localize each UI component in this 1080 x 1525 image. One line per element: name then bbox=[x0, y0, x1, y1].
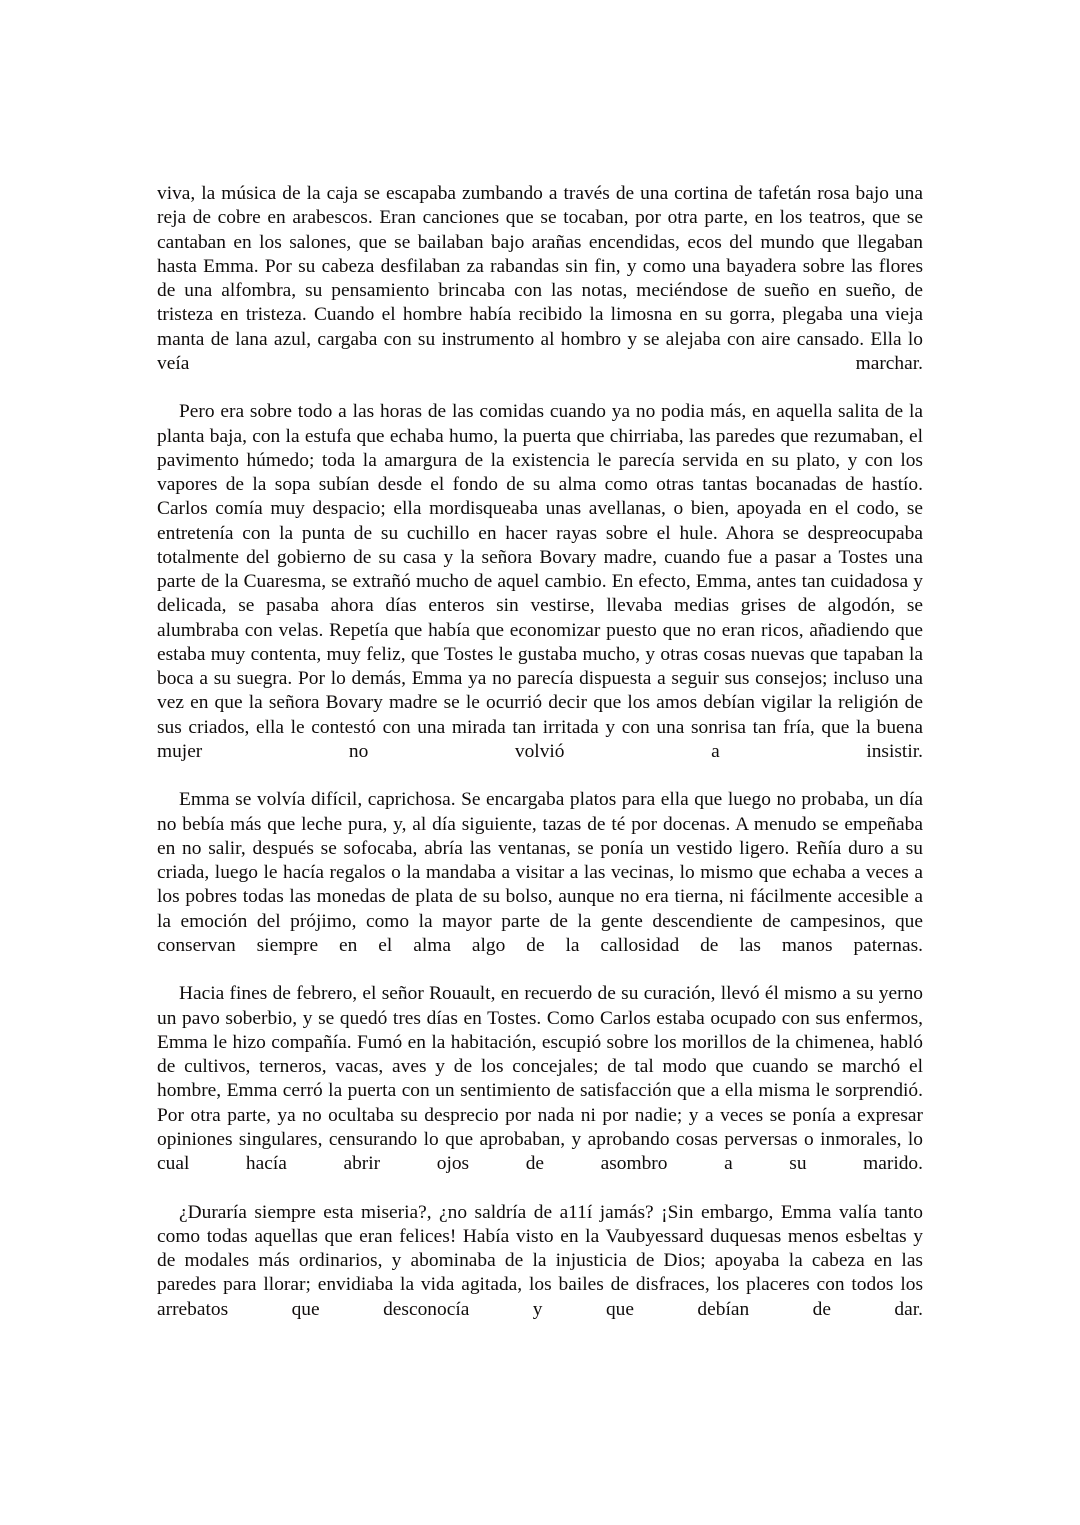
body-paragraph: Emma se volvía difícil, caprichosa. Se encargaba platos para ella que luego no probaba, un día no bebía más que leche pura, y, al día siguiente, tazas de té por docenas. A menudo se empeñaba en no salir, después se sofocaba, abría las ventanas, se ponía un vestido ligero. Reñía duro a su criada, luego le hacía regalos o la mandaba a visitar a las vecinas, lo mismo que echaba a veces a los pobres todas las monedas de plata de su bolso, aunque no era tierna, ni fácilmente accesible a la emoción del prójimo, como la mayor parte de la gente descendiente de campesinos, que conservan siempre en el alma algo de la callosidad de las manos paternas. bbox=[157, 789, 923, 956]
body-paragraph: Pero era sobre todo a las horas de las comidas cuando ya no podia más, en aquella salita de la planta baja, con la estufa que echaba humo, la puerta que chirriaba, las paredes que rezumaban, el pavimento húmedo; toda la amargura de la existencia le parecía servida en su plato, y con los vapores de la sopa subían desde el fondo de su alma como otras tantas bocanadas de hastío. Carlos comía muy despacio; ella mordisqueaba unas avellanas, o bien, apoyada en el codo, se entretenía con la punta de su cuchillo en hacer rayas sobre el hule. Ahora se despreocupaba totalmente del gobierno de su casa y la señora Bovary madre, cuando fue a pasar a Tostes una parte de la Cuaresma, se extrañó mucho de aquel cambio. En efecto, Emma, antes tan cuidadosa y delicada, se pasaba ahora días enteros sin vestirse, llevaba medias grises de algodón, se alumbraba con velas. Repetía que había que economizar puesto que no eran ricos, añadiendo que estaba muy contenta, muy feliz, que Tostes le gustaba mucho, y otras cosas nuevas que tapaban la boca a su suegra. Por lo demás, Emma ya no parecía dispuesta a seguir sus consejos; incluso una vez en que la señora Bovary madre se le ocurrió decir que los amos debían vigilar la religión de sus criados, ella le contestó con una mirada tan irritada y con una sonrisa tan fría, que la buena mujer no volvió a insistir. bbox=[157, 401, 923, 762]
body-paragraph: viva, la música de la caja se escapaba zumbando a través de una cortina de tafetán rosa bajo una reja de cobre en arabescos. Eran canciones que se tocaban, por otra parte, en los teatros, que se cantaban en los salones, que se bailaban bajo arañas encendidas, ecos del mundo que llegaban hasta Emma. Por su cabeza desfilaban za rabandas sin fin, y como una bayadera sobre las flores de una alfombra, su pensamiento brincaba con las notas, meciéndose de sueño en sueño, de tristeza en tristeza. Cuando el hombre había recibido la limosna en su gorra, plegaba una vieja manta de lana azul, cargaba con su instrumento al hombro y se alejaba con aire cansado. Ella lo veía marchar. bbox=[157, 183, 923, 374]
body-paragraph: Hacia fines de febrero, el señor Rouault, en recuerdo de su curación, llevó él mismo a su yerno un pavo soberbio, y se quedó tres días en Tostes. Como Carlos estaba ocupado con sus enfermos, Emma le hizo compañía. Fumó en la habitación, escupió sobre los morillos de la chimenea, habló de cultivos, terneros, vacas, aves y de los concejales; de tal modo que cuando se marchó el hombre, Emma cerró la puerta con un sentimiento de satisfacción que a ella misma le sorprendió. Por otra parte, ya no ocultaba su desprecio por nada ni por nadie; y a veces se ponía a expresar opiniones singulares, censurando lo que aprobaban, y aprobando cosas perversas o inmorales, lo cual hacía abrir ojos de asombro a su marido. bbox=[157, 983, 923, 1174]
body-text-column bbox=[157, 182, 923, 1346]
body-paragraph: ¿Duraría siempre esta miseria?, ¿no saldría de a11í jamás? ¡Sin embargo, Emma valía tanto como todas aquellas que eran felices! Había visto en la Vaubyessard duquesas menos esbeltas y de modales más ordinarios, y abominaba de la injusticia de Dios; apoyaba la cabeza en las paredes para llorar; envidiaba la vida agitada, los bailes de disfraces, los placeres con todos los arrebatos que desconocía y que debían de dar. bbox=[157, 1201, 923, 1320]
